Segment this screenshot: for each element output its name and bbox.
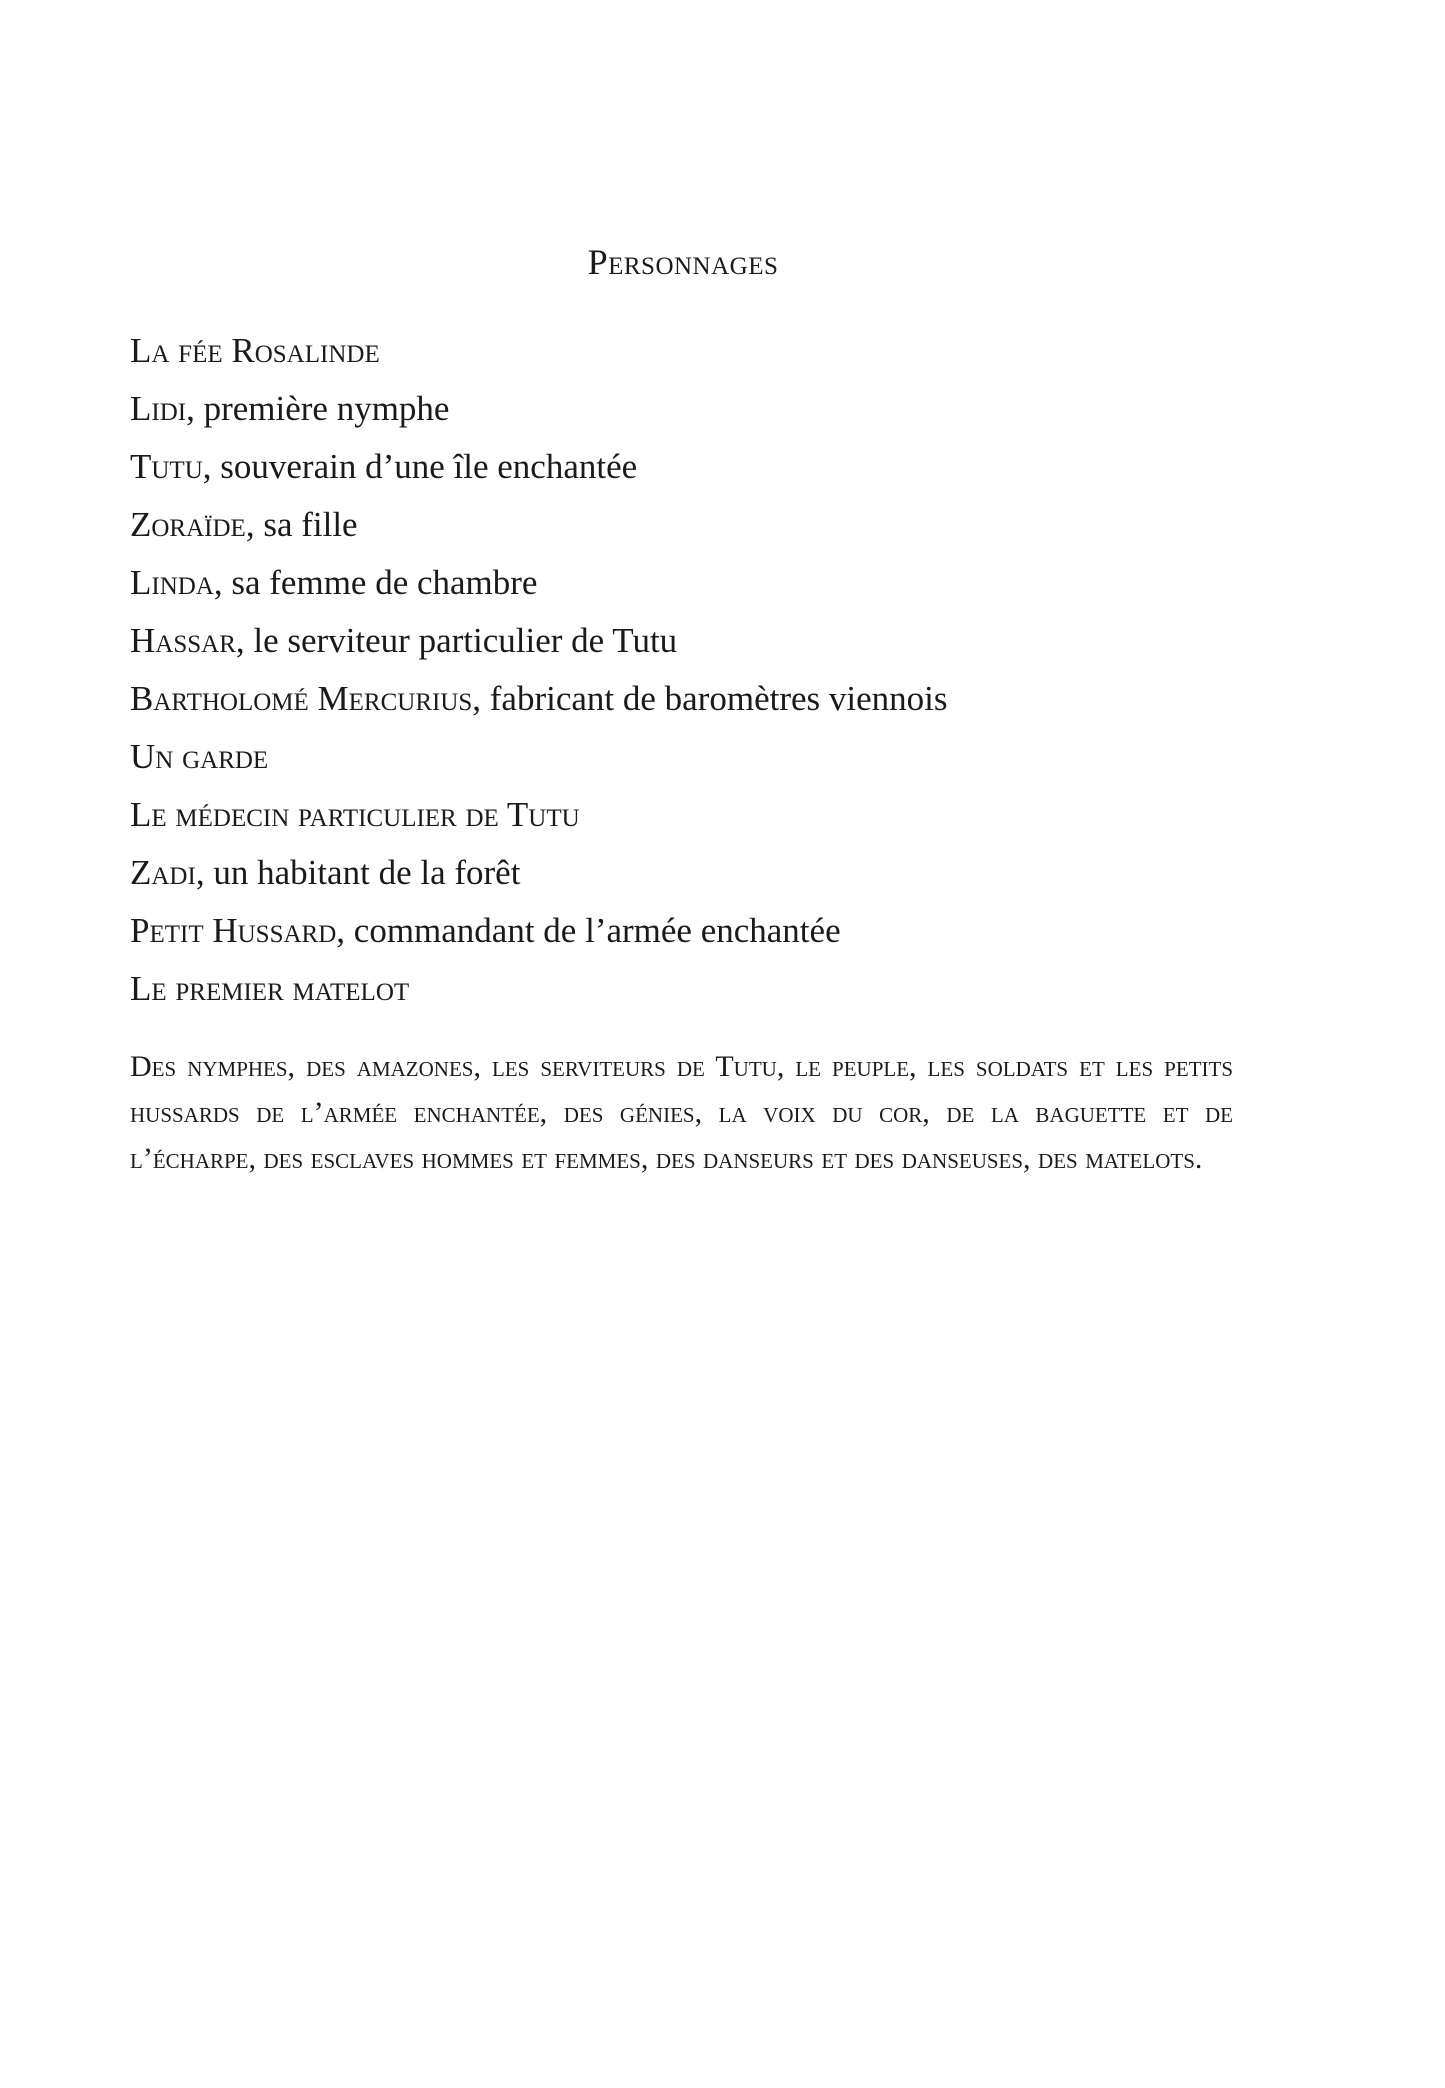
cast-role: Linda xyxy=(130,563,214,602)
cast-role: Un garde xyxy=(130,737,269,776)
cast-item xyxy=(130,612,948,670)
cast-role: Zoraïde xyxy=(130,505,246,544)
cast-item xyxy=(130,786,948,844)
cast-item xyxy=(130,728,948,786)
cast-description: , sa femme de chambre xyxy=(213,563,538,602)
cast-role: Lidi xyxy=(130,389,187,428)
cast-description: , souverain d’une île enchantée xyxy=(202,447,638,486)
cast-description: , le serviteur particulier de Tutu xyxy=(235,621,678,660)
cast-description: , fabricant de baromètres viennois xyxy=(472,679,948,718)
cast-description: , première nymphe xyxy=(186,389,450,428)
cast-item xyxy=(130,554,948,612)
cast-role: La fée Rosalinde xyxy=(130,331,380,370)
cast-item xyxy=(130,670,948,728)
cast-list xyxy=(130,322,948,1018)
cast-description: , sa fille xyxy=(245,505,358,544)
cast-role: Le premier matelot xyxy=(130,969,410,1008)
page-title: Personnages xyxy=(587,242,779,282)
cast-item xyxy=(130,496,948,554)
cast-item xyxy=(130,902,948,960)
cast-item xyxy=(130,960,948,1018)
cast-role: Le médecin particulier de Tutu xyxy=(130,795,580,834)
cast-item xyxy=(130,844,948,902)
cast-role: Petit Hussard xyxy=(130,911,337,950)
cast-item xyxy=(130,438,948,496)
ensemble-paragraph: Des nymphes, des amazones, les serviteurs de Tutu, le peuple, les soldats et les petits hussards de l’armée enchantée, des génies, la voix du cor, de la baguette et de l’écharpe, des esclaves hommes et femmes, des danseurs et des danseuses, des matelots. xyxy=(130,1050,1233,1175)
cast-role: Zadi xyxy=(130,853,196,892)
cast-description: , un habitant de la forêt xyxy=(195,853,521,892)
cast-role: Bartholomé Mercurius xyxy=(130,679,473,718)
cast-item xyxy=(130,322,948,380)
cast-role: Tutu xyxy=(130,447,203,486)
cast-description: , commandant de l’armée enchantée xyxy=(336,911,841,950)
cast-role: Hassar xyxy=(130,621,236,660)
cast-item xyxy=(130,380,948,438)
